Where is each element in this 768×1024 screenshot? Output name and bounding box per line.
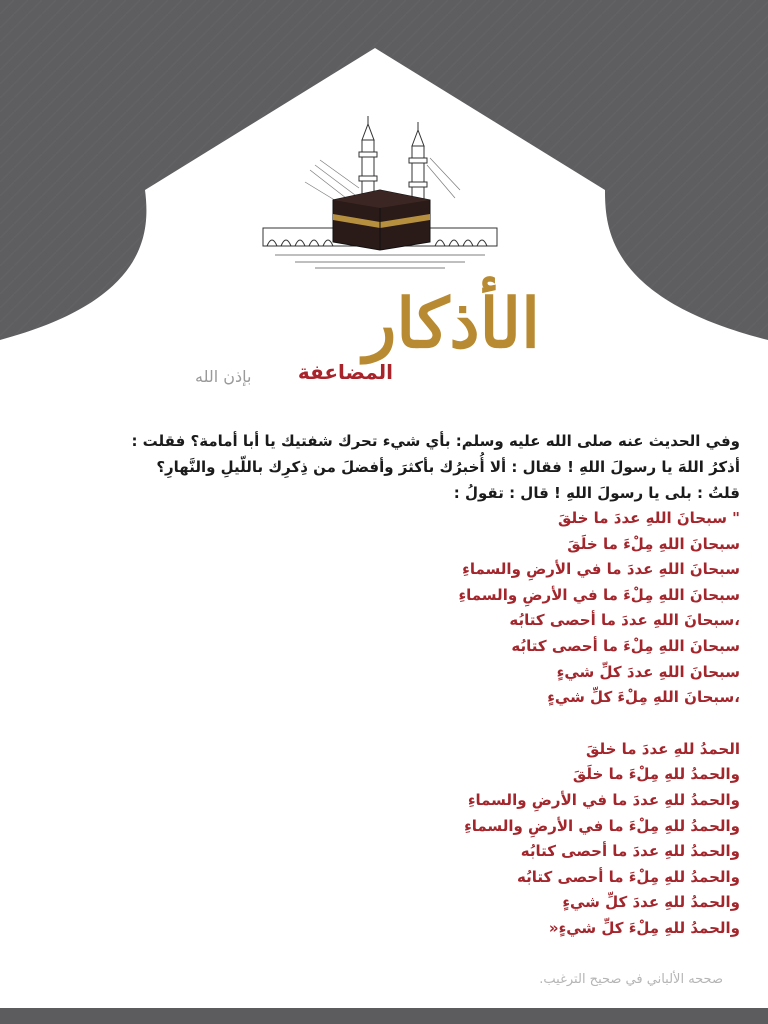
dhikr-line: ،سبحانَ اللهِ عددَ ما أحصى كتابُه	[509, 611, 740, 630]
dhikr-line: سبحانَ اللهِ عددَ ما في الأرضِ والسماءِ	[462, 560, 740, 579]
dhikr-line: والحمدُ للهِ عددَ كلِّ شيءٍ	[562, 893, 740, 912]
dhikr-line: والحمدُ للهِ مِلْءَ ما أحصى كتابُه	[517, 867, 740, 886]
dhikr-line: والحمدُ للهِ مِلْءَ ما خلَقَ	[572, 765, 740, 784]
dhikr-line: سبحانَ اللهِ مِلْءَ ما أحصى كتابُه	[511, 636, 740, 655]
dhikr-line: والحمدُ للهِ عددَ ما في الأرضِ والسماءِ	[467, 790, 740, 809]
bottom-bar	[0, 1008, 768, 1024]
dhikr-line: والحمدُ للهِ مِلْءَ كلِّ شيءٍ«	[548, 918, 740, 937]
dhikr-line: الحمدُ للهِ عددَ ما خلقَ	[585, 739, 740, 758]
section-spacer	[20, 711, 740, 737]
intro-line: وفي الحديث عنه صلى الله عليه وسلم: بأي شيء تحرك شفتيك يا أبا أمامة؟ فقلت :	[131, 432, 740, 450]
hadith-body	[20, 428, 740, 942]
source-citation: صححه الألباني في صحيح الترغيب.	[539, 972, 723, 987]
dhikr-line: سبحانَ اللهِ مِلْءَ ما في الأرضِ والسماءِ	[458, 585, 740, 604]
title-caption: بإذن الله	[195, 367, 252, 386]
dhikr-line: والحمدُ للهِ عددَ ما أحصى كتابُه	[520, 842, 740, 861]
kaaba-illustration	[255, 110, 505, 280]
intro-line: أذكرُ اللهَ يا رسولَ اللهِ ! فقال : ألا أُخبرُك بأكثرَ وأفضلَ من ذِكرِك باللّيلِ والنَّهارِ؟	[156, 458, 740, 476]
dhikr-line: والحمدُ للهِ مِلْءَ ما في الأرضِ والسماءِ	[464, 816, 740, 835]
page-title: الأذكار	[363, 284, 540, 364]
dhikr-line: " سبحانَ اللهِ عددَ ما خلقَ	[557, 509, 740, 527]
page-subtitle: المضاعفة	[297, 360, 393, 384]
dhikr-line: سبحانَ اللهِ مِلْءَ ما خلَقَ	[567, 534, 740, 553]
dhikr-line: سبحانَ اللهِ عددَ كلِّ شيءٍ	[556, 662, 740, 681]
dhikr-line: ،سبحانَ اللهِ مِلْءَ كلِّ شيءٍ	[547, 688, 740, 707]
intro-line: قلتُ : بلى يا رسولَ اللهِ ! قال : تقولُ :	[453, 484, 740, 502]
